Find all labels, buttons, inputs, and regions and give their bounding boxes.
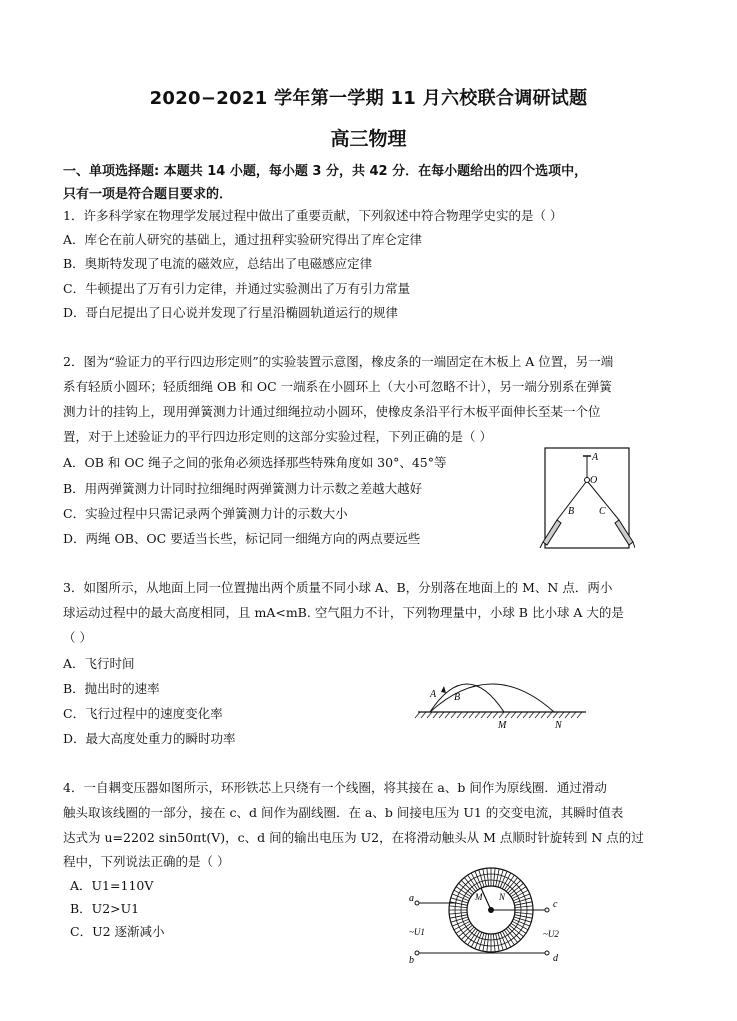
winding-tick (515, 906, 533, 908)
winding-tick (500, 932, 507, 949)
q4-figure-label-c: c (553, 899, 558, 910)
winding-tick (452, 919, 469, 926)
q4-figure-label-u1: ~U1 (409, 927, 425, 937)
q1-option-a: A．库仑在前人研究的基础上，通过扭秤实验研究得出了库仑定律 (63, 232, 423, 247)
q2-figure-label-b: B (568, 506, 575, 517)
q4-figure-label-d: d (553, 953, 558, 964)
q4-figure-label-b: b (409, 955, 414, 965)
q2-stem-line2: 系有轻质小圆环；轻质细绳 OB 和 OC 一端系在小圆环上（大小可忽略不计），另一端分别系在弹簧 (63, 379, 612, 394)
q3-figure-label-b: B (454, 692, 461, 703)
page-title: 2020−2021 学年第一学期 11 月六校联合调研试题 (149, 88, 588, 109)
q1-option-c: C．牛顿提出了万有引力定律，并通过实验测出了万有引力常量 (63, 281, 411, 296)
q4-stem-line4: 程中，下列说法正确的是（ ） (63, 854, 230, 869)
q4-stem-line1: 4．一自耦变压器如图所示，环形铁芯上只绕有一个线圈，将其接在 a、b 间作为原线圈．通过滑动 (63, 780, 607, 795)
winding-tick (475, 932, 482, 949)
q1-stem: 1．许多科学家在物理学发展过程中做出了重要贡献，下列叙述中符合物理学史实的是（ ） (63, 208, 563, 223)
q4-stem-line3: 达式为 u=2202 sin50πt(V)，c、d 间的输出电压为 U2，在将滑动触头从 M 点顺时针旋转到 N 点的过 (63, 830, 644, 845)
winding-tick (500, 871, 507, 888)
q3-stem-line2: 球运动过程中的最大高度相同，且 mA<mB. 空气阻力不计，下列物理量中，小球 B 比小球 A 大的是 (63, 605, 624, 620)
q4-option-b: B．U2>U1 (70, 901, 140, 916)
q4-stem-line2: 触头取该线圈的一部分，接在 c、d 间作为副线圈．在 a、b 间接电压为 U1 的交变电流，其瞬时值表 (63, 805, 624, 820)
q2-stem-line3: 测力计的挂钩上，现用弹簧测力计通过细绳拉动小圆环，使橡皮条沿平行木板平面伸长至某一个位 (63, 404, 601, 419)
q2-option-a: A．OB 和 OC 绳子之间的张角必须选择那些特殊角度如 30°、45°等 (63, 455, 447, 470)
q2-option-d: D．两绳 OB、OC 要适当长些，标记同一细绳方向的两点要远些 (63, 531, 421, 546)
q3-option-a: A．飞行时间 (63, 656, 135, 671)
q3-figure-label-n: N (555, 720, 562, 731)
q2-option-b: B．用两弹簧测力计同时拉细绳时两弹簧测力计示数之差越大越好 (63, 481, 423, 496)
q3-option-c: C．飞行过程中的速度变化率 (63, 706, 223, 721)
winding-tick (449, 912, 467, 914)
q3-option-d: D．最大高度处重力的瞬时功率 (63, 731, 236, 746)
q2-stem-line1: 2．图为“验证力的平行四边形定则”的实验装置示意图，橡皮条的一端固定在木板上 A 位置，另一端 (63, 354, 614, 369)
winding-tick (493, 934, 495, 952)
q3-figure (410, 672, 590, 734)
q2-option-c: C．实验过程中只需记录两个弹簧测力计的示数大小 (63, 506, 348, 521)
winding-tick (475, 871, 482, 888)
winding-tick (493, 868, 495, 886)
q4-figure (405, 855, 575, 965)
winding-tick (449, 906, 467, 908)
q4-figure-label-u2: ~U2 (543, 929, 559, 939)
q2-figure-label-o: O (590, 475, 598, 486)
q4-figure-label-m: M (475, 892, 483, 902)
section-heading-line1: 一、单项选择题: 本题共 14 小题，每小题 3 分，共 42 分．在每小题给出的四个选项中， (63, 164, 588, 179)
q3-stem-line3: （ ） (63, 630, 92, 645)
q2-stem-line4: 置，对于上述验证力的平行四边形定则的这部分实验过程，下列正确的是（ ） (63, 429, 492, 444)
page-subtitle: 高三物理 (330, 128, 407, 150)
q4-option-c: C．U2 逐渐减小 (70, 924, 165, 939)
q2-figure-label-a: A (592, 452, 599, 463)
q2-figure-label-c: C (599, 506, 606, 517)
q4-figure-label-a: a (409, 893, 414, 904)
winding-tick (487, 934, 489, 952)
q3-stem-line1: 3．如图所示，从地面上同一位置抛出两个质量不同小球 A、B，分别落在地面上的 M、N 点．两小 (63, 580, 613, 595)
winding-tick (515, 912, 533, 914)
winding-tick (513, 919, 530, 926)
q3-figure-label-a: A (430, 689, 437, 700)
q4-option-a: A．U1=110V (70, 878, 154, 893)
q3-option-b: B．抛出时的速率 (63, 681, 160, 696)
q1-option-b: B．奥斯特发现了电流的磁效应，总结出了电磁感应定律 (63, 256, 373, 271)
q2-figure (535, 446, 635, 552)
winding-tick (487, 868, 489, 886)
q4-figure-label-n: N (499, 892, 506, 902)
q1-option-d: D．哥白尼提出了日心说并发现了行星沿椭圆轨道运行的规律 (63, 305, 399, 320)
winding-tick (513, 894, 530, 901)
section-heading-line2: 只有一项是符合题目要求的． (63, 187, 233, 202)
winding-tick (452, 894, 469, 901)
q3-figure-label-m: M (498, 720, 507, 731)
